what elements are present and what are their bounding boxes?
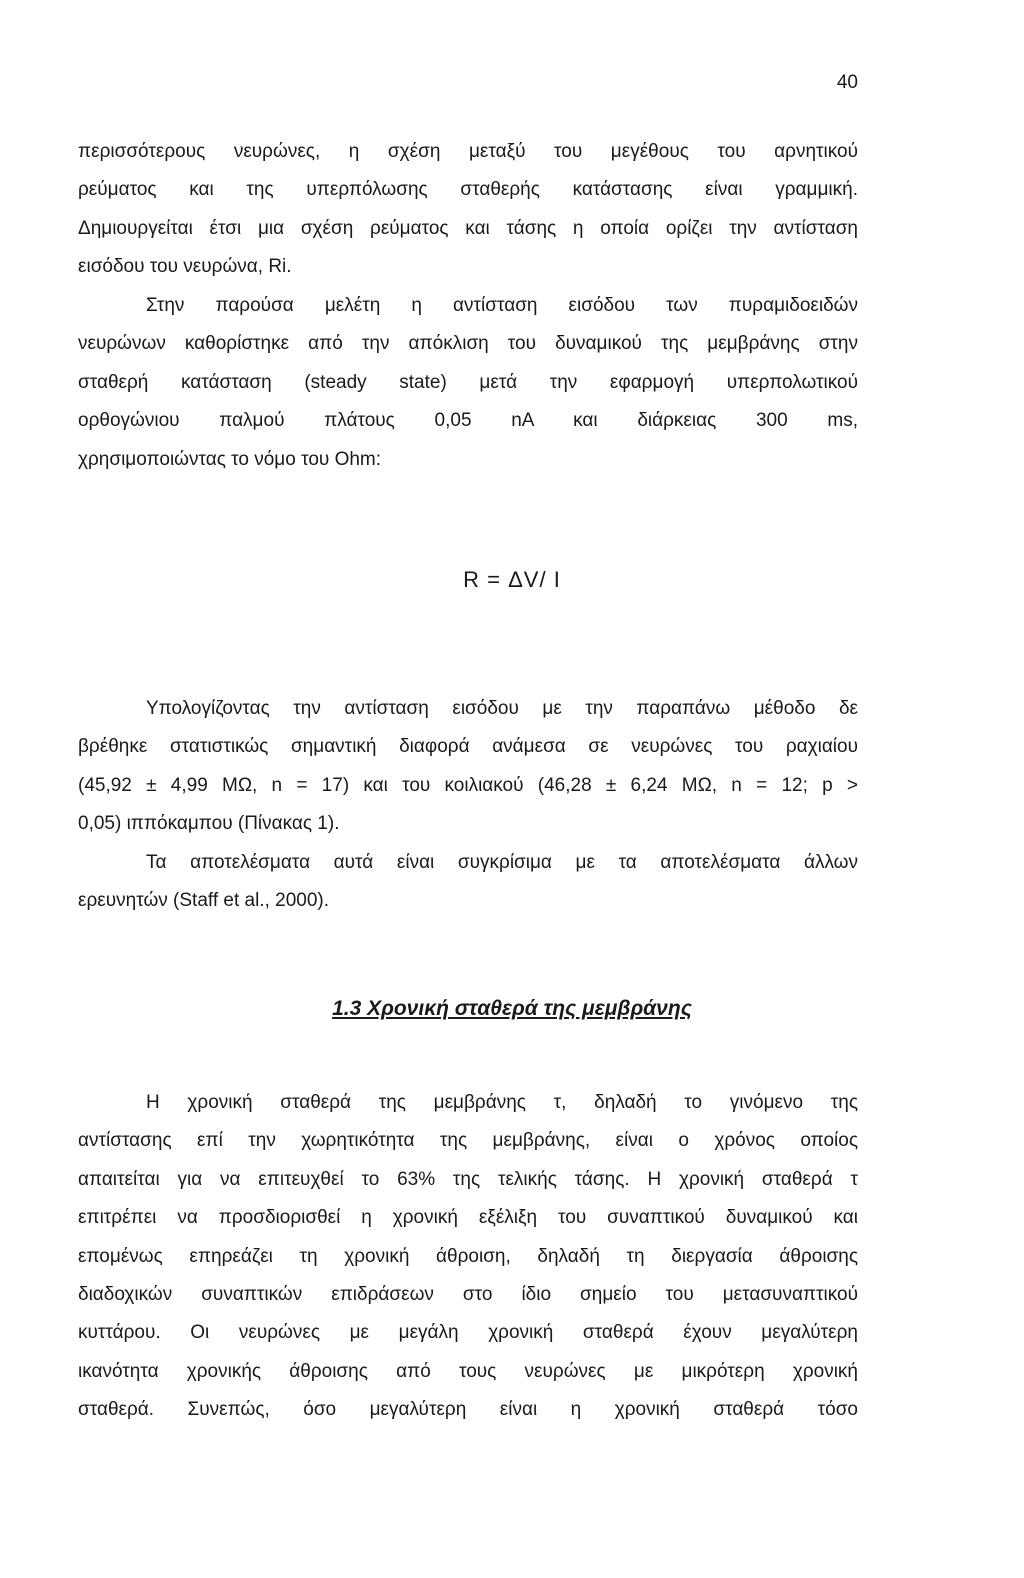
text-line: σταθερά. Συνεπώς, όσο μεγαλύτερη είναι η χρονική σταθερά τόσο xyxy=(78,1399,858,1421)
text-line: επομένως επηρεάζει τη χρονική άθροιση, δηλαδή τη διεργασία άθροισης xyxy=(78,1245,858,1267)
text-line: ρεύματος και της υπερπόλωσης σταθερής κατάστασης είναι γραμμική. xyxy=(78,179,858,201)
text-line: κυττάρου. Οι νευρώνες με μεγάλη χρονική σταθερά έχουν μεγαλύτερη xyxy=(78,1322,858,1344)
text-line: Στην παρούσα μελέτη η αντίσταση εισόδου των πυραμιδοειδών xyxy=(146,295,858,316)
text-line: 0,05) ιππόκαμπου (Πίνακας 1). xyxy=(78,813,340,835)
text-line: διαδοχικών συναπτικών επιδράσεων στο ίδιο σημείο του μετασυναπτικού xyxy=(78,1283,858,1305)
paragraph-results xyxy=(78,690,858,844)
paragraph-method xyxy=(78,287,858,479)
text-line: σταθερή κατάσταση (steady state) μετά την εφαρμογή υπερπολωτικού xyxy=(78,371,858,393)
text-line: Δημιουργείται έτσι μια σχέση ρεύματος και τάσης η οποία ορίζει την αντίσταση xyxy=(78,217,858,239)
text-line: απαιτείται για να επιτευχθεί το 63% της τελικής τάσης. Η χρονική σταθερά τ xyxy=(78,1168,858,1190)
text-line: (45,92 ± 4,99 ΜΩ, n = 17) και του κοιλιακού (46,28 ± 6,24 ΜΩ, n = 12; p > xyxy=(78,774,858,796)
ohm-law-equation: R = ΔV/ I xyxy=(463,567,561,592)
text-line: Τα αποτελέσματα αυτά είναι συγκρίσιμα με τα αποτελέσματα άλλων xyxy=(146,852,858,873)
section-heading: 1.3 Χρονική σταθερά της μεμβράνης xyxy=(332,997,692,1020)
page-number: 40 xyxy=(836,72,858,93)
text-line: ορθογώνιου παλμού πλάτους 0,05 nA και διάρκειας 300 ms, xyxy=(78,410,858,432)
text-line: επιτρέπει να προσδιορισθεί η χρονική εξέλιξη του συναπτικού δυναμικού και xyxy=(78,1207,858,1229)
text-line: Υπολογίζοντας την αντίσταση εισόδου με την παραπάνω μέθοδο δε xyxy=(146,698,858,719)
text-line: νευρώνων καθορίστηκε από την απόκλιση του δυναμικού της μεμβράνης στην xyxy=(78,333,858,355)
text-line: περισσότερους νευρώνες, η σχέση μεταξύ του μεγέθους του αρνητικού xyxy=(78,141,858,162)
text-line: αντίστασης επί την χωρητικότητα της μεμβράνης, είναι ο χρόνος οποίος xyxy=(78,1130,858,1152)
text-line: εισόδου του νευρώνα, Ri. xyxy=(78,256,292,278)
text-line: χρησιμοποιώντας το νόμο του Ohm: xyxy=(78,448,382,470)
paragraph-input-resistance-intro xyxy=(78,133,858,287)
text-line: ικανότητα χρονικής άθροισης από τους νευρώνες με μικρότερη χρονική xyxy=(78,1360,858,1382)
text-line: βρέθηκε στατιστικώς σημαντική διαφορά ανάμεσα σε νευρώνες του ραχιαίου xyxy=(78,736,858,758)
paragraph-time-constant xyxy=(78,1084,858,1430)
text-line: Η χρονική σταθερά της μεμβράνης τ, δηλαδή το γινόμενο της xyxy=(146,1092,858,1113)
text-line: ερευνητών (Staff et al., 2000). xyxy=(78,890,330,912)
paragraph-comparison xyxy=(78,844,858,921)
